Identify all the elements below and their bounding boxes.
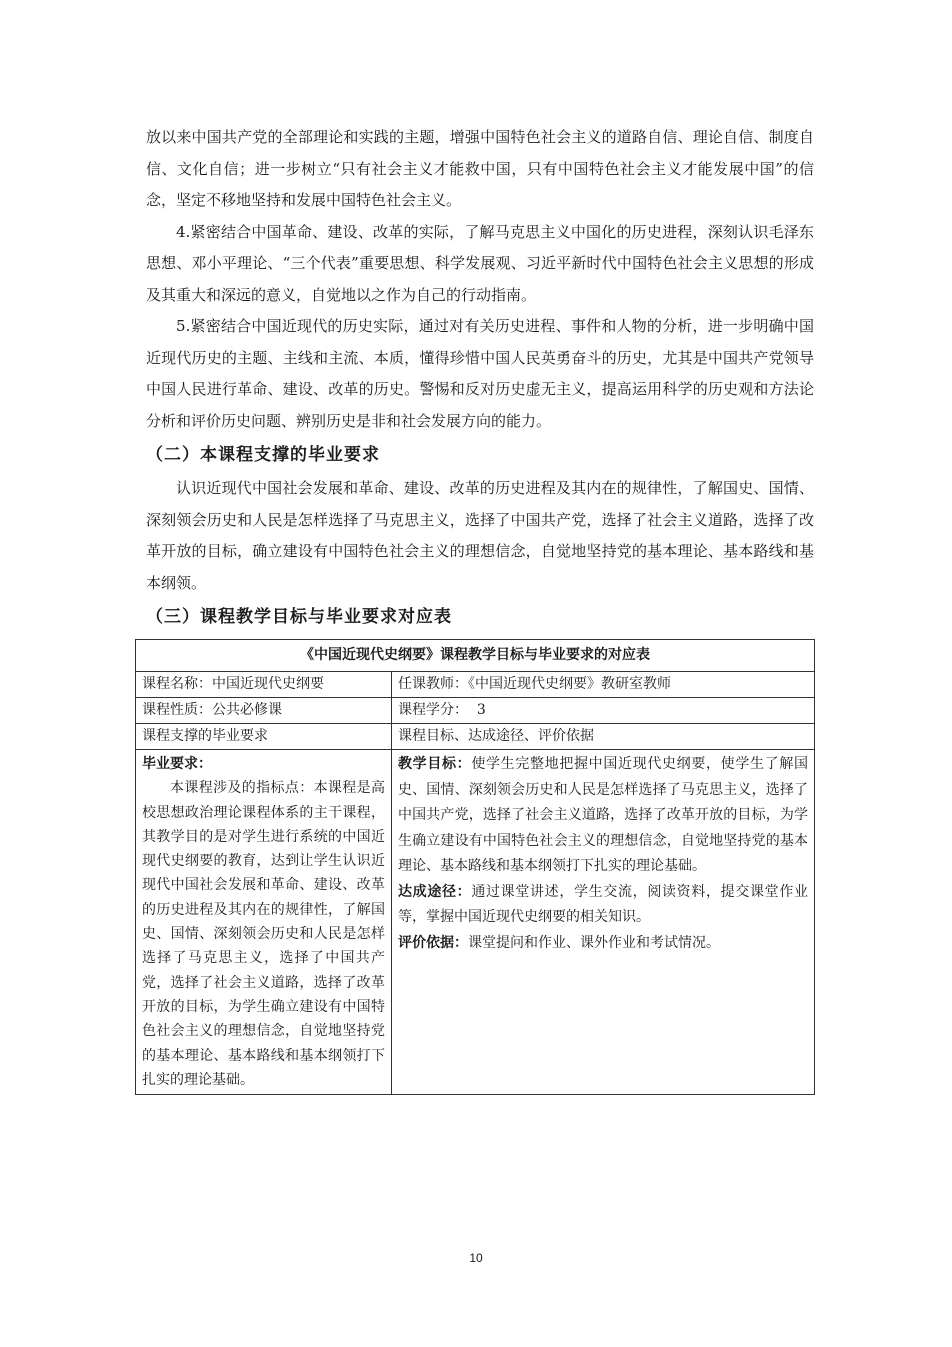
table-row [136,750,815,1095]
teaching-goal-label: 教学目标： [398,756,472,772]
paragraph-continuation: 放以来中国共产党的全部理论和实践的主题，增强中国特色社会主义的道路自信、理论自信、制度自信、文化自信；进一步树立“只有社会主义才能救中国，只有中国特色社会主义才能发展中国”的信念，坚定不移地坚持和发展中国特色社会主义。 [146,128,814,209]
credits-cell: 课程学分： 3 [392,698,815,724]
course-goal-cell [392,750,815,1095]
achievement-path-label: 达成途径： [398,883,472,900]
support-paragraph-block [146,473,814,599]
achievement-path [398,880,808,931]
evaluation-basis-text: 课堂提问和作业、课外作业和考试情况。 [468,934,720,951]
right-header-cell: 课程目标、达成途径、评价依据 [392,724,815,750]
section-heading-3: （三）课程教学目标与毕业要求对应表 [146,607,452,627]
body-paragraphs [146,122,814,437]
table-row [136,698,815,724]
teacher-cell: 任课教师：《中国近现代史纲要》教研室教师 [392,672,815,698]
requirement-text: 本课程涉及的指标点：本课程是高校思想政治理论课程体系的主干课程，其教学目的是对学生进行系统的中国近现代史纲要的教育，达到让学生认识近现代中国社会发展和革命、建设、改革的历史进程及其内在的规律性，了解国史、国情、深刻领会历史和人民是怎样选择了马克思主义，选择了中国共产党，选择了社会主义道路，选择了改革开放的目标，为学生确立建设有中国特色社会主义的理想信念，自觉地坚持党的基本理论、基本路线和基本纲领打下扎实的理论基础。 [142,780,385,1088]
requirement-label: 毕业要求： [142,756,212,772]
evaluation-basis-label: 评价依据： [398,934,468,951]
paragraph-item-4: 4.紧密结合中国革命、建设、改革的实际，了解马克思主义中国化的历史进程，深刻认识毛泽东思想、邓小平理论、“三个代表”重要思想、科学发展观、习近平新时代中国特色社会主义思想的形成及其重大和深远的意义，自觉地以之作为自己的行动指南。 [146,222,814,304]
table-caption: 《中国近现代史纲要》课程教学目标与毕业要求的对应表 [136,640,815,672]
table-caption-row [136,640,815,672]
page-number: 10 [469,1251,483,1265]
achievement-path-text: 通过课堂讲述，学生交流，阅读资料，提交课堂作业等，掌握中国近现代史纲要的相关知识。 [398,883,809,925]
table-row [136,724,815,750]
teaching-goal-text: 使学生完整地把握中国近现代史纲要，使学生了解国史、国情、深刻领会历史和人民是怎样选择了马克思主义，选择了中国共产党，选择了社会主义道路，选择了改革开放的目标，为学生确立建设有中国特色社会主义的理想信念，自觉地坚持党的基本理论、基本路线和基本纲领打下扎实的理论基础。 [398,756,809,874]
paragraph-item-5: 5.紧密结合中国近现代的历史实际，通过对有关历史进程、事件和人物的分析，进一步明确中国近现代历史的主题、主线和主流、本质，懂得珍惜中国人民英勇奋斗的历史，尤其是中国共产党领导中国人民进行革命、建设、改革的历史。警惕和反对历史虚无主义，提高运用科学的历史观和方法论分析和评价历史问题、辨别历史是非和社会发展方向的能力。 [146,317,814,430]
evaluation-basis [398,931,808,957]
table-row [136,672,815,698]
section-heading-2: （二）本课程支撑的毕业要求 [146,445,380,465]
support-paragraph: 认识近现代中国社会发展和革命、建设、改革的历史进程及其内在的规律性，了解国史、国情、深刻领会历史和人民是怎样选择了马克思主义，选择了中国共产党，选择了社会主义道路，选择了改革开放的目标，确立建设有中国特色社会主义的理想信念，自觉地坚持党的基本理论、基本路线和基本纲领。 [146,479,814,592]
course-name-cell: 课程名称：中国近现代史纲要 [136,672,392,698]
graduation-requirement-cell [136,750,392,1095]
course-mapping-table [135,639,815,1095]
course-nature-cell: 课程性质：公共必修课 [136,698,392,724]
left-header-cell: 课程支撑的毕业要求 [136,724,392,750]
teaching-goal [398,752,808,880]
